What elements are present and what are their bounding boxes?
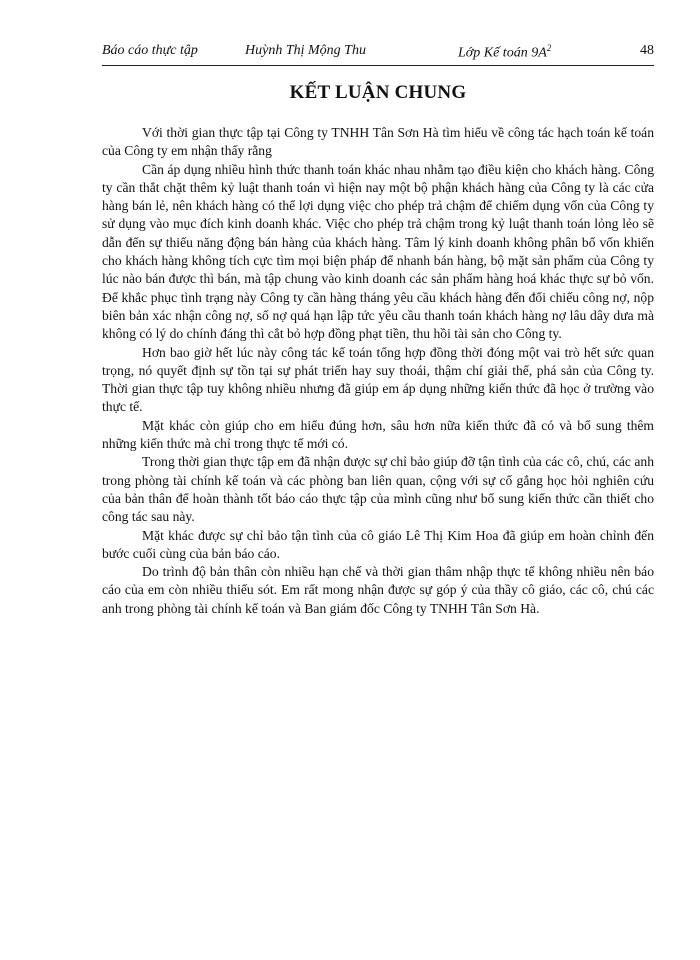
page-number: 48	[640, 43, 654, 58]
paragraph: Hơn bao giờ hết lúc này công tác kế toán tổng hợp đồng thời đóng một vai trò hết sức quan trọng, nó quyết định sự tồn tại sự phát triển hay suy thoái, thậm chí giải thể, phá sản của Công ty. Thời gian thực tập tuy không nhiều nhưng đã giúp em áp dụng những kiến thức đã học ở trường vào thực tế.	[102, 344, 654, 415]
paragraph: Cần áp dụng nhiều hình thức thanh toán khác nhau nhằm tạo điều kiện cho khách hàng. Công ty cần thắt chặt thêm kỷ luật thanh toán vì hiện nay một bộ phận khách hàng của Công ty là các cửa hàng bán lẻ, nên khách hàng có thể lợi dụng việc cho phép trả chậm để chiếm dụng vốn của Công ty sử dụng vào mục đích kinh doanh khác. Việc cho phép trả chậm trong kỷ luật thanh toán lỏng lẻo sẽ dẫn đến sự thiếu năng động bán hàng của khách hàng. Tâm lý kinh doanh không phân bổ vốn khiến cho khách hàng không tích cực tìm mọi biện pháp để nhanh bán hàng, bộ mặt sản phẩm của Công ty lúc nào bán được thì bán, mà tập chung vào kinh doanh các sản phẩm hàng hoá khác thực sự bỏ vốn. Để khắc phục tình trạng này Công ty cần hàng tháng yêu cầu khách hàng đến đối chiếu công nợ, nộp biên bản xác nhận công nợ, số nợ quá hạn lập tức yêu cầu thanh toán khách hàng nợ lâu dây dưa mà không có lý do chính đáng thì cắt bỏ hợp đồng phạt tiền, thu hồi tài sản cho Công ty.	[102, 161, 654, 342]
page-header	[102, 43, 654, 65]
paragraph: Với thời gian thực tập tại Công ty TNHH Tân Sơn Hà tìm hiểu về công tác hạch toán kế toán của Công ty em nhận thấy rằng	[102, 125, 654, 159]
header-class-label: Lớp Kế toán 9A	[458, 45, 547, 61]
header-class-sup: 2	[546, 43, 552, 53]
header-author: Huỳnh Thị Mộng Thu	[245, 43, 366, 58]
paragraph: Mặt khác được sự chỉ bảo tận tình của cô giáo Lê Thị Kim Hoa đã giúp em hoàn chỉnh đến bước cuối cùng của bản báo cáo.	[102, 527, 654, 561]
paragraph: Mặt khác còn giúp cho em hiểu đúng hơn, sâu hơn nữa kiến thức đã có và bổ sung thêm những kiến thức mà chỉ trong thực tế mới có.	[102, 417, 654, 452]
paragraph: Do trình độ bản thân còn nhiều hạn chế và thời gian thâm nhập thực tế không nhiều nên báo cáo của em còn nhiều thiếu sót. Em rất mong nhận được sự góp ý của thầy cô giáo, các cô, chú các anh trong phòng tài chính kế toán và Ban giám đốc Công ty TNHH Tân Sơn Hà.	[102, 564, 654, 616]
document-body	[102, 124, 654, 618]
header-rule	[102, 65, 654, 66]
paragraph: Trong thời gian thực tập em đã nhận được sự chỉ bảo giúp đỡ tận tình của các cô, chú, các anh trong phòng tài chính kế toán và các phòng ban liên quan, cộng với sự cố gắng học hỏi nghiên cứu của bản thân để hoàn thành tốt báo cáo thực tập của mình cũng như bổ sung kiến thức cần thiết cho công tác sau này.	[102, 454, 654, 525]
header-report-label: Báo cáo thực tập	[102, 43, 198, 58]
page-title: KẾT LUẬN CHUNG	[289, 82, 467, 103]
header-class	[458, 43, 551, 62]
